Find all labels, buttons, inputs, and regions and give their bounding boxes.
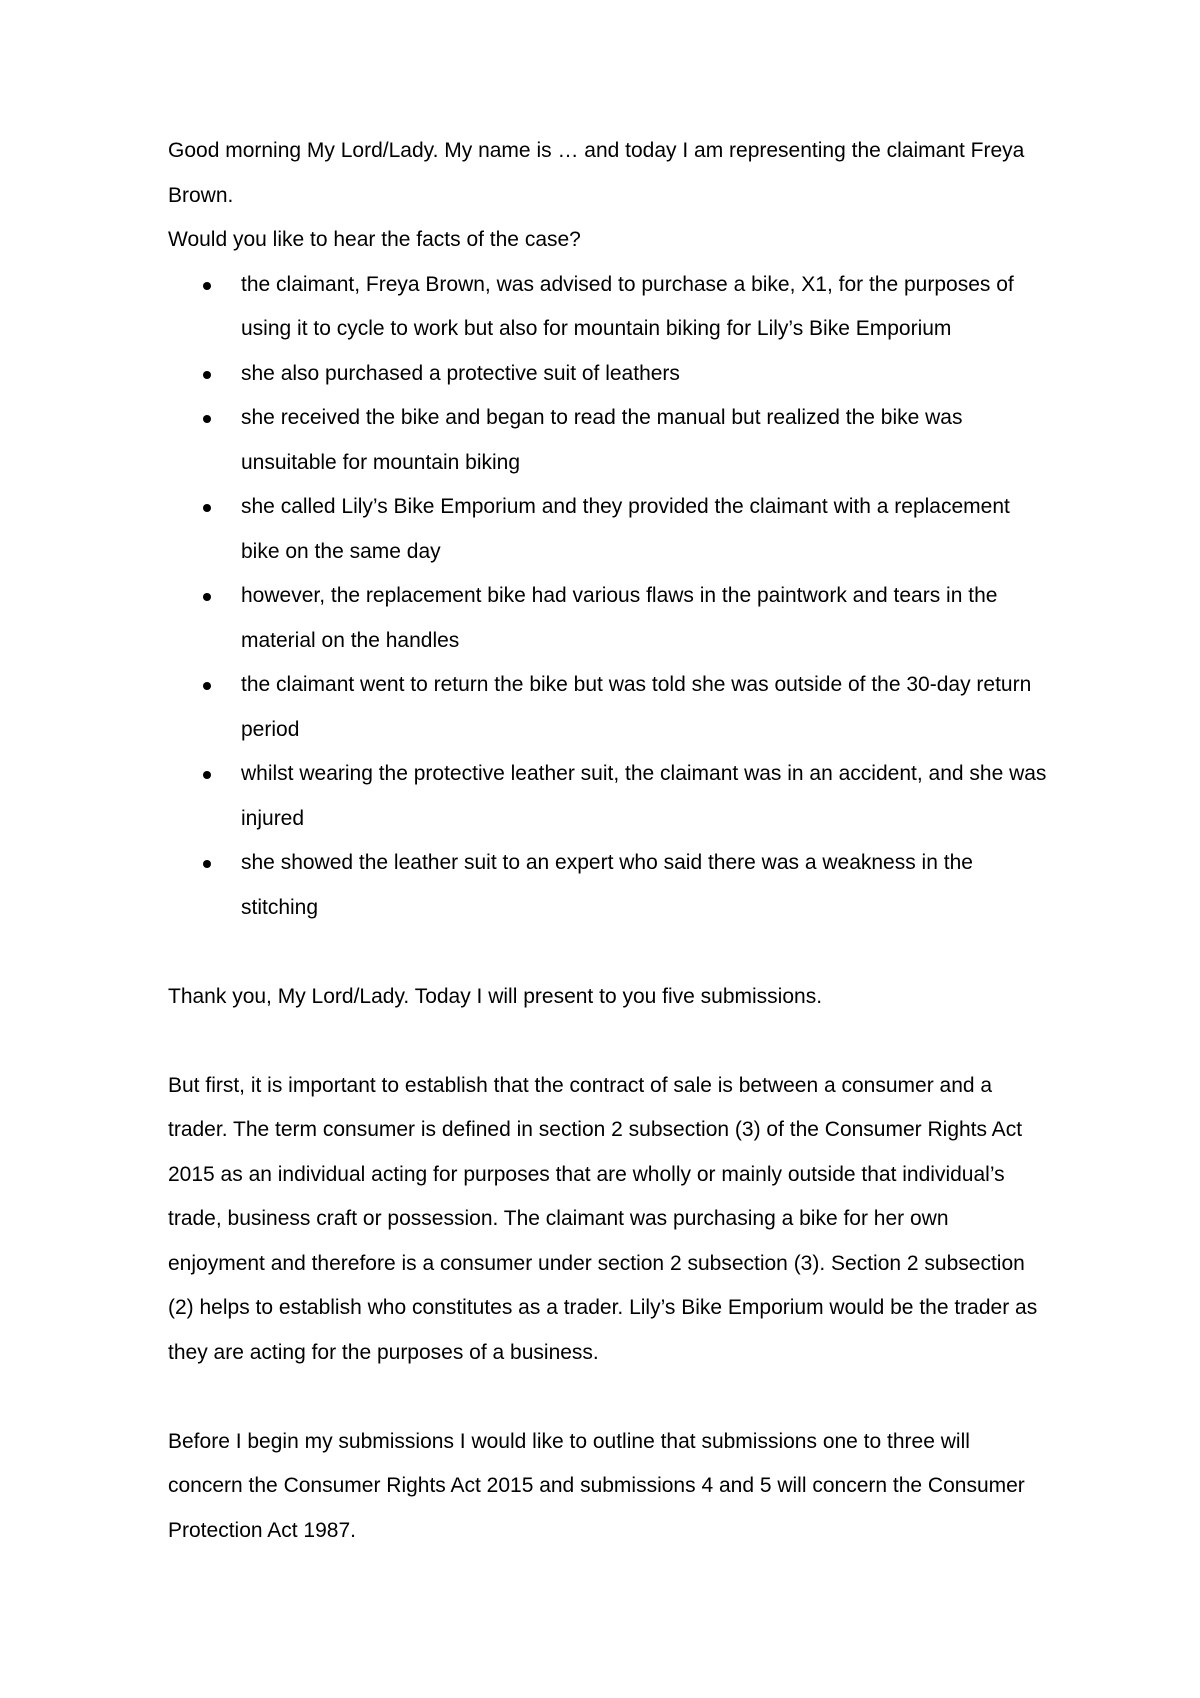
- consumer-trader-paragraph: But first, it is important to establish that the contract of sale is between a consumer and a trader. The term consumer is defined in section 2 subsection (3) of the Consumer Rights Act 2015 as an individual acting for purposes that are wholly or mainly outside that individual’s trade, business craft or possession. The claimant was purchasing a bike for her own enjoyment and therefore is a consumer under section 2 subsection (3). Section 2 subsection (2) helps to establish who constitutes as a trader. Lily’s Bike Emporium would be the trader as they are acting for the purposes of a business.: [168, 1073, 1038, 1364]
- bullet-icon: [203, 860, 211, 868]
- facts-list: [168, 263, 1048, 931]
- bullet-icon: [203, 771, 211, 779]
- fact-text: whilst wearing the protective leather suit, the claimant was in an accident, and she was injured: [241, 762, 1047, 830]
- bullet-icon: [203, 593, 211, 601]
- fact-text: however, the replacement bike had various flaws in the paintwork and tears in the material on the handles: [241, 584, 998, 652]
- document-body: [168, 129, 1048, 1553]
- list-item: [168, 752, 1048, 841]
- thanks-paragraph: Thank you, My Lord/Lady. Today I will present to you five submissions.: [168, 984, 823, 1008]
- list-item: [168, 663, 1048, 752]
- question-line: Would you like to hear the facts of the case?: [168, 228, 581, 251]
- bullet-icon: [203, 282, 211, 290]
- fact-text: she also purchased a protective suit of leathers: [241, 361, 680, 385]
- bullet-icon: [203, 371, 211, 379]
- list-item: [168, 263, 1048, 352]
- submissions-outline-paragraph: Before I begin my submissions I would like to outline that submissions one to three will concern the Consumer Rights Act 2015 and submissions 4 and 5 will concern the Consumer Protection Act 1987.: [168, 1429, 1025, 1542]
- fact-text: she received the bike and began to read the manual but realized the bike was unsuitable for mountain biking: [241, 406, 963, 474]
- intro-paragraph: Good morning My Lord/Lady. My name is … and today I am representing the claimant Freya Brown.: [168, 139, 1025, 207]
- bullet-icon: [203, 504, 211, 512]
- list-item: [168, 396, 1048, 485]
- list-item: [168, 574, 1048, 663]
- fact-text: the claimant, Freya Brown, was advised to purchase a bike, X1, for the purposes of using it to cycle to work but also for mountain biking for Lily’s Bike Emporium: [241, 272, 1014, 340]
- fact-text: she called Lily’s Bike Emporium and they provided the claimant with a replacement bike on the same day: [241, 495, 1010, 563]
- list-item: [168, 485, 1048, 574]
- fact-text: the claimant went to return the bike but was told she was outside of the 30-day return period: [241, 673, 1032, 741]
- bullet-icon: [203, 682, 211, 690]
- bullet-icon: [203, 415, 211, 423]
- list-item: [168, 352, 1048, 397]
- fact-text: she showed the leather suit to an expert who said there was a weakness in the stitching: [241, 851, 973, 919]
- list-item: [168, 841, 1048, 930]
